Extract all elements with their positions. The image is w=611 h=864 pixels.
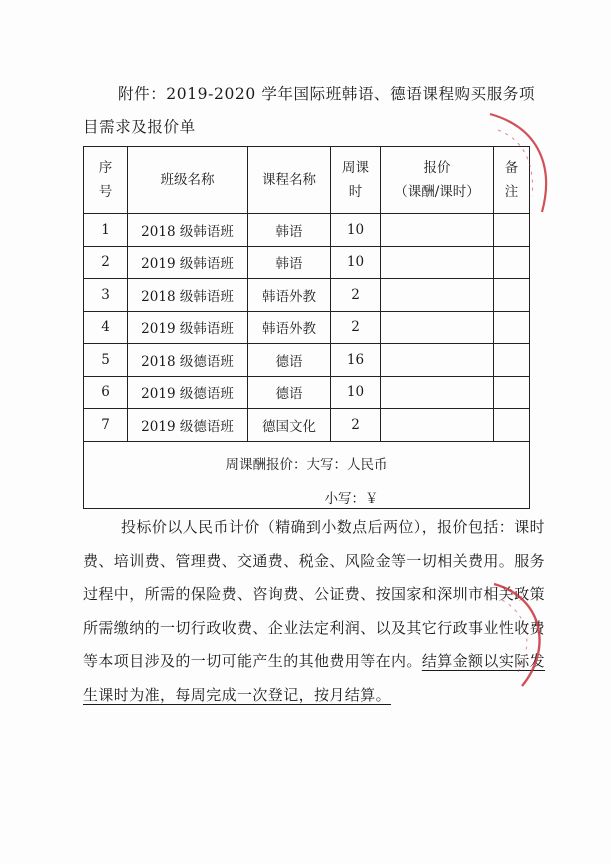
cell-weekly-hours: 16 bbox=[331, 344, 381, 377]
document-title: 附件：2019-2020 学年国际班韩语、德语课程购买服务项目需求及报价单 bbox=[83, 85, 536, 136]
cell-price bbox=[381, 344, 494, 377]
cell-weekly-hours: 10 bbox=[331, 376, 381, 409]
table-row bbox=[84, 409, 530, 442]
cell-seq: 3 bbox=[84, 279, 128, 312]
header-remark: 备 注 bbox=[494, 147, 530, 214]
cell-price bbox=[381, 409, 494, 442]
cell-class-name: 2019 级德语班 bbox=[128, 409, 248, 442]
cell-seq: 7 bbox=[84, 409, 128, 442]
table-row bbox=[84, 344, 530, 377]
cell-course-name: 德语 bbox=[248, 376, 331, 409]
cell-class-name: 2019 级韩语班 bbox=[128, 246, 248, 279]
table-row bbox=[84, 279, 530, 312]
cell-remark bbox=[494, 246, 530, 279]
terms-text: 投标价以人民币计价（精确到小数点后两位），报价包括：课时费、培训费、管理费、交通费、税金、风险金等一切相关费用。服务过程中，所需的保险费、咨询费、公证费、按国家和深圳市相关政策所需缴纳的一切行政收费、企业法定利润、以及其它行政事业性收费等本项目涉及的一切可能产生的其他费用等在内。 bbox=[83, 518, 546, 670]
cell-class-name: 2019 级德语班 bbox=[128, 376, 248, 409]
table-row bbox=[84, 311, 530, 344]
header-price: 报价 （课酬/课时） bbox=[381, 147, 494, 214]
table-row bbox=[84, 376, 530, 409]
cell-price bbox=[381, 376, 494, 409]
quote-table bbox=[83, 146, 530, 509]
table-header-row bbox=[84, 147, 530, 214]
cell-seq: 6 bbox=[84, 376, 128, 409]
cell-weekly-hours: 2 bbox=[331, 409, 381, 442]
cell-course-name: 韩语外教 bbox=[248, 311, 331, 344]
cell-class-name: 2018 级德语班 bbox=[128, 344, 248, 377]
cell-seq: 2 bbox=[84, 246, 128, 279]
cell-remark bbox=[494, 279, 530, 312]
cell-remark bbox=[494, 344, 530, 377]
cell-course-name: 德语 bbox=[248, 344, 331, 377]
cell-course-name: 韩语 bbox=[248, 214, 331, 247]
cell-price bbox=[381, 279, 494, 312]
cell-price bbox=[381, 246, 494, 279]
terms-paragraph bbox=[83, 511, 545, 712]
cell-class-name: 2019 级韩语班 bbox=[128, 311, 248, 344]
cell-remark bbox=[494, 409, 530, 442]
cell-weekly-hours: 10 bbox=[331, 214, 381, 247]
cell-weekly-hours: 2 bbox=[331, 311, 381, 344]
total-price-row bbox=[84, 441, 530, 508]
total-lowercase-label: 小写：￥ bbox=[324, 490, 379, 507]
cell-seq: 1 bbox=[84, 214, 128, 247]
cell-weekly-hours: 2 bbox=[331, 279, 381, 312]
header-course-name: 课程名称 bbox=[248, 147, 331, 214]
cell-remark bbox=[494, 376, 530, 409]
cell-seq: 4 bbox=[84, 311, 128, 344]
total-uppercase-label: 周课酬报价：大写：人民币 bbox=[225, 456, 388, 473]
header-seq: 序 号 bbox=[84, 147, 128, 214]
cell-course-name: 韩语外教 bbox=[248, 279, 331, 312]
settlement-terms: 结算金额以实际发生课时为准，每周完成一次登记，按月结算。 bbox=[83, 652, 546, 704]
cell-price bbox=[381, 214, 494, 247]
cell-seq: 5 bbox=[84, 344, 128, 377]
cell-course-name: 韩语 bbox=[248, 246, 331, 279]
cell-remark bbox=[494, 311, 530, 344]
cell-remark bbox=[494, 214, 530, 247]
cell-price bbox=[381, 311, 494, 344]
table-row bbox=[84, 246, 530, 279]
header-class-name: 班级名称 bbox=[128, 147, 248, 214]
cell-course-name: 德国文化 bbox=[248, 409, 331, 442]
header-weekly-hours: 周课 时 bbox=[331, 147, 381, 214]
cell-class-name: 2018 级韩语班 bbox=[128, 214, 248, 247]
cell-weekly-hours: 10 bbox=[331, 246, 381, 279]
cell-class-name: 2018 级韩语班 bbox=[128, 279, 248, 312]
table-row bbox=[84, 214, 530, 247]
